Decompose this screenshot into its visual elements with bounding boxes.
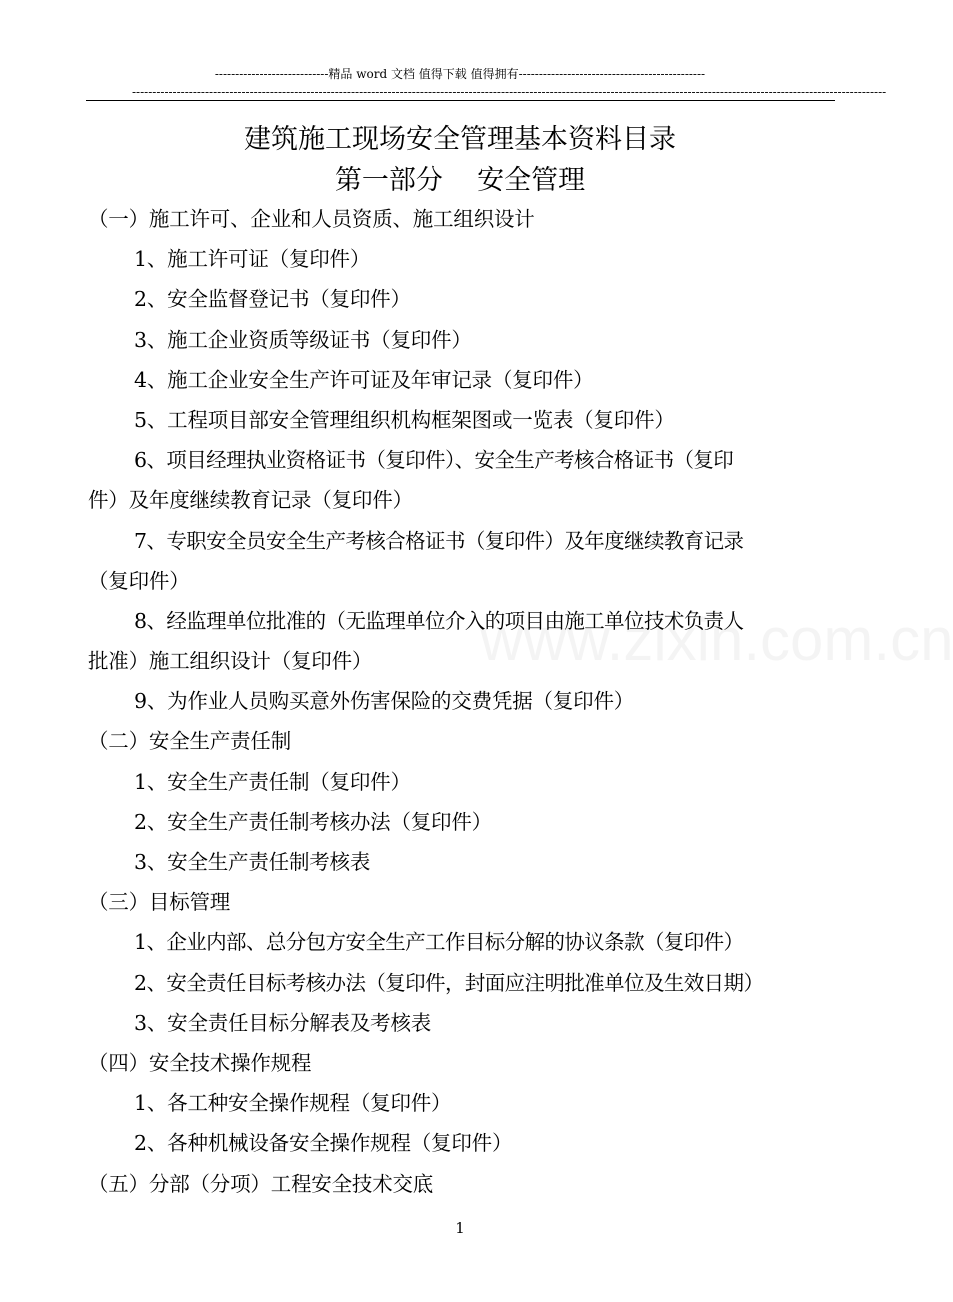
item-number: 1	[134, 930, 147, 955]
item-number: 3	[134, 850, 147, 874]
line-text: 、各工种安全操作规程（复印件）	[146, 1091, 452, 1116]
line-text: 、安全生产责任制考核办法（复印件）	[146, 809, 492, 834]
item-number: 1	[134, 769, 147, 794]
list-item	[88, 239, 838, 279]
section-heading	[88, 882, 838, 922]
header-banner: ----------------------------精品 word 文档 值得下载 值得拥有----------------------------------------------	[214, 67, 706, 81]
item-number: 3	[134, 327, 147, 352]
line-text: 、企业内部、总分包方安全生产工作目标分解的协议条款（复印件）	[146, 930, 744, 955]
section-heading	[88, 721, 838, 761]
section-heading	[88, 1164, 838, 1204]
list-item	[88, 1123, 838, 1163]
list-item	[88, 320, 838, 360]
item-number: 6	[134, 448, 147, 473]
section-heading	[88, 1043, 838, 1083]
list-item-continuation	[88, 561, 838, 601]
line-text: 、工程项目部安全管理组织机构框架图或一览表（复印件）	[146, 407, 675, 432]
line-text: 、施工企业资质等级证书（复印件）	[146, 327, 472, 352]
line-text: 、安全责任目标分解表及考核表	[146, 1010, 432, 1035]
line-text: 件）及年度继续教育记录（复印件）	[88, 488, 413, 513]
line-text: （一）施工许可、企业和人员资质、施工组织设计	[88, 207, 535, 231]
item-number: 9	[134, 689, 147, 714]
list-item	[88, 279, 838, 319]
list-item	[88, 440, 838, 480]
header-dashes: ------------------------------------------------------------------------------------------------------------------------------------------------------------------------------------------	[132, 85, 887, 99]
item-number: 2	[134, 970, 147, 995]
header-rule	[86, 100, 835, 101]
list-item	[88, 601, 838, 641]
line-text: 、安全生产责任制考核表	[146, 850, 371, 874]
list-item	[88, 681, 838, 721]
item-number: 8	[134, 608, 147, 633]
list-item	[88, 922, 838, 962]
line-text: 、安全责任目标考核办法（复印件，封面应注明批准单位及生效日期）	[146, 970, 764, 995]
line-text: 、为作业人员购买意外伤害保险的交费凭据（复印件）	[146, 689, 635, 714]
list-item	[88, 360, 838, 400]
item-number: 3	[134, 1010, 147, 1035]
list-item-continuation	[88, 480, 838, 520]
line-text: （二）安全生产责任制	[88, 729, 291, 754]
line-text: （复印件）	[88, 568, 190, 593]
line-text: 、经监理单位批准的（无监理单位介入的项目由施工单位技术负责人	[146, 608, 744, 633]
line-text: 、施工企业安全生产许可证及年审记录（复印件）	[146, 367, 594, 392]
line-text: 、专职安全员安全生产考核合格证书（复印件）及年度继续教育记录	[146, 528, 744, 553]
item-number: 2	[134, 1131, 147, 1156]
item-number: 2	[134, 809, 147, 834]
line-text: 、施工许可证（复印件）	[146, 247, 371, 272]
line-text: （四）安全技术操作规程	[88, 1050, 312, 1075]
item-number: 1	[134, 1091, 147, 1116]
list-item	[88, 802, 838, 842]
document-title: 建筑施工现场安全管理基本资料目录	[244, 124, 676, 155]
list-item-continuation	[88, 641, 838, 681]
list-item	[88, 1003, 838, 1043]
list-item	[88, 842, 838, 882]
list-item	[88, 963, 838, 1003]
line-text: 、安全生产责任制（复印件）	[146, 769, 411, 794]
item-number: 4	[134, 367, 147, 392]
item-number: 2	[134, 287, 147, 312]
list-item	[88, 1083, 838, 1123]
list-item	[88, 762, 838, 802]
item-number: 7	[134, 528, 147, 553]
line-text: （三）目标管理	[88, 890, 231, 915]
line-text: （五）分部（分项）工程安全技术交底	[88, 1171, 434, 1196]
item-number: 1	[134, 247, 147, 272]
line-text: 、各种机械设备安全操作规程（复印件）	[146, 1131, 513, 1156]
page-number: 1	[455, 1219, 465, 1237]
line-text: 批准）施工组织设计（复印件）	[88, 649, 373, 674]
item-number: 5	[134, 407, 147, 432]
document-subtitle: 第一部分 安全管理	[334, 165, 586, 196]
document-body	[88, 199, 838, 1204]
list-item	[88, 521, 838, 561]
section-heading	[88, 199, 838, 239]
line-text: 、项目经理执业资格证书（复印件）、安全生产考核合格证书（复印	[146, 448, 734, 473]
list-item	[88, 400, 838, 440]
line-text: 、安全监督登记书（复印件）	[146, 287, 411, 312]
